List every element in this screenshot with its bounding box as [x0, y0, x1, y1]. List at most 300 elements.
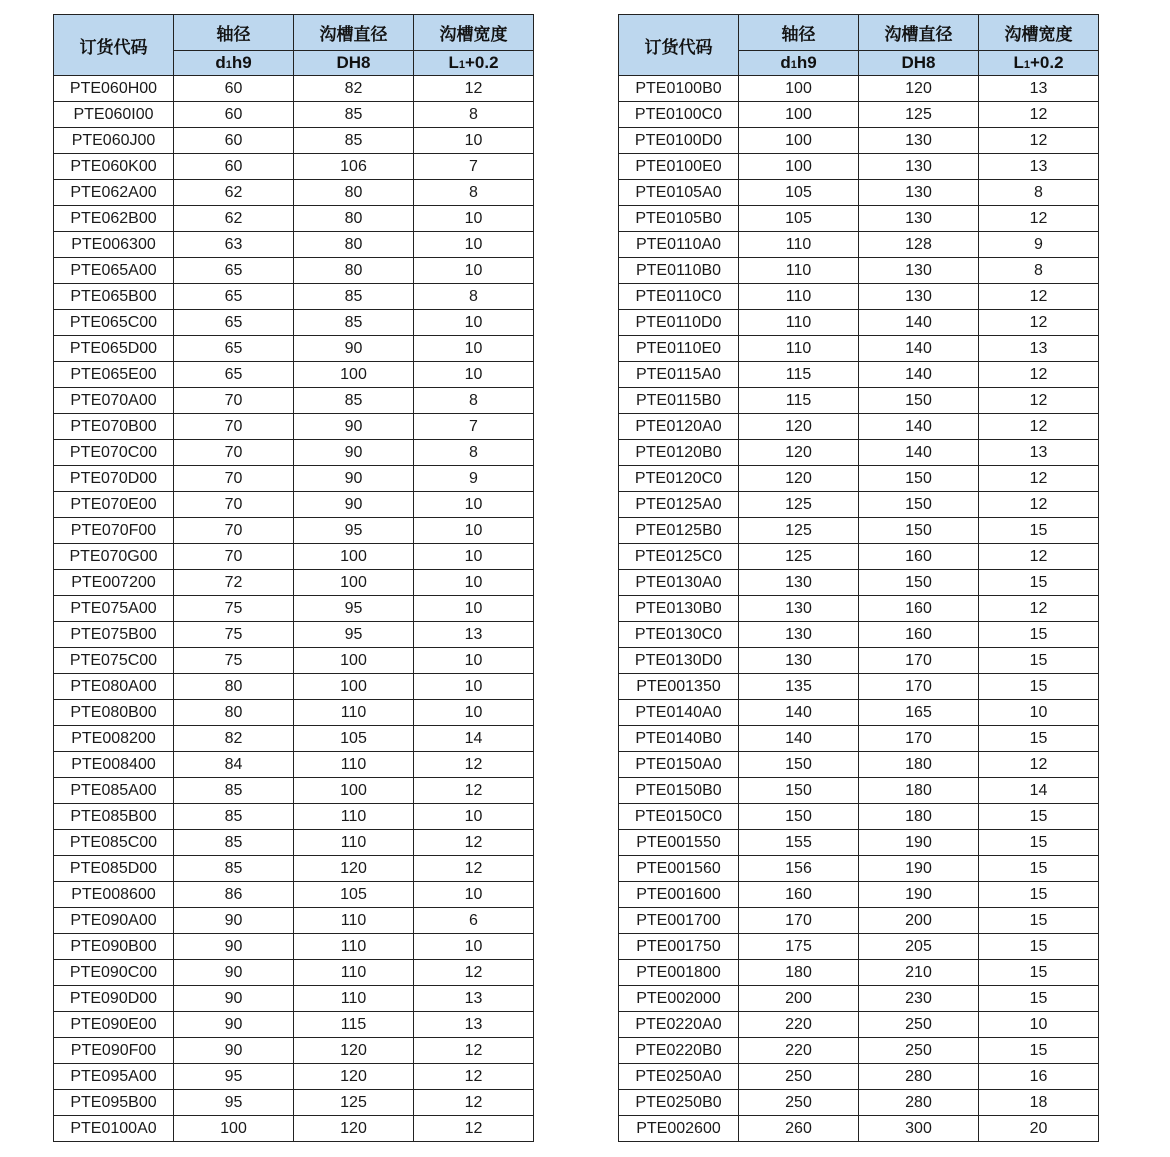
table-row [619, 700, 1099, 726]
groove-width-cell: 12 [414, 830, 534, 856]
header-groove-diameter-tolerance: DH8 [859, 51, 979, 76]
groove-diameter-cell: 150 [859, 570, 979, 596]
table-row [619, 180, 1099, 206]
order-code-cell: PTE060I00 [54, 102, 174, 128]
shaft-diameter-cell: 75 [174, 622, 294, 648]
groove-width-cell: 12 [414, 960, 534, 986]
groove-width-cell: 15 [979, 570, 1099, 596]
table-row [619, 310, 1099, 336]
order-code-cell: PTE0120B0 [619, 440, 739, 466]
table-row [619, 986, 1099, 1012]
groove-diameter-cell: 100 [294, 362, 414, 388]
order-code-cell: PTE001700 [619, 908, 739, 934]
shaft-diameter-cell: 125 [739, 492, 859, 518]
shaft-diameter-cell: 250 [739, 1090, 859, 1116]
order-code-cell: PTE070F00 [54, 518, 174, 544]
groove-width-cell: 10 [414, 882, 534, 908]
order-code-cell: PTE065A00 [54, 258, 174, 284]
table-row [54, 960, 534, 986]
shaft-diameter-cell: 150 [739, 778, 859, 804]
order-code-cell: PTE0140A0 [619, 700, 739, 726]
order-code-cell: PTE0220B0 [619, 1038, 739, 1064]
shaft-diameter-cell: 75 [174, 648, 294, 674]
groove-width-cell: 7 [414, 154, 534, 180]
groove-diameter-cell: 130 [859, 154, 979, 180]
shaft-diameter-cell: 130 [739, 622, 859, 648]
groove-diameter-cell: 190 [859, 882, 979, 908]
shaft-diameter-cell: 125 [739, 518, 859, 544]
table-row [619, 960, 1099, 986]
table-row [619, 128, 1099, 154]
shaft-diameter-cell: 150 [739, 804, 859, 830]
shaft-diameter-cell: 110 [739, 232, 859, 258]
groove-diameter-cell: 90 [294, 414, 414, 440]
groove-width-cell: 15 [979, 804, 1099, 830]
order-code-cell: PTE075C00 [54, 648, 174, 674]
groove-diameter-cell: 230 [859, 986, 979, 1012]
groove-diameter-cell: 165 [859, 700, 979, 726]
shaft-diameter-cell: 70 [174, 440, 294, 466]
groove-width-cell: 10 [414, 518, 534, 544]
groove-diameter-cell: 105 [294, 882, 414, 908]
groove-diameter-cell: 250 [859, 1012, 979, 1038]
groove-diameter-cell: 125 [294, 1090, 414, 1116]
shaft-diameter-cell: 90 [174, 908, 294, 934]
groove-width-cell: 15 [979, 830, 1099, 856]
table-row [54, 414, 534, 440]
table-row [54, 206, 534, 232]
groove-diameter-cell: 90 [294, 466, 414, 492]
order-code-cell: PTE0115A0 [619, 362, 739, 388]
shaft-diameter-cell: 110 [739, 258, 859, 284]
table-row [619, 778, 1099, 804]
groove-diameter-cell: 280 [859, 1090, 979, 1116]
header-groove-width: 沟槽宽度 [414, 15, 534, 51]
groove-width-cell: 15 [979, 1038, 1099, 1064]
groove-width-cell: 10 [414, 934, 534, 960]
order-code-cell: PTE065D00 [54, 336, 174, 362]
order-code-cell: PTE0150C0 [619, 804, 739, 830]
groove-diameter-cell: 85 [294, 128, 414, 154]
table-row [619, 258, 1099, 284]
groove-width-cell: 14 [979, 778, 1099, 804]
shaft-diameter-cell: 135 [739, 674, 859, 700]
order-code-cell: PTE090C00 [54, 960, 174, 986]
table-row [54, 154, 534, 180]
shaft-diameter-cell: 62 [174, 180, 294, 206]
groove-width-cell: 15 [979, 856, 1099, 882]
groove-width-cell: 8 [414, 284, 534, 310]
table-row [54, 492, 534, 518]
shaft-diameter-cell: 65 [174, 284, 294, 310]
table-row [54, 128, 534, 154]
groove-width-cell: 15 [979, 648, 1099, 674]
shaft-diameter-cell: 260 [739, 1116, 859, 1142]
left-spec-table [53, 14, 534, 1142]
table-row [54, 726, 534, 752]
order-code-cell: PTE001750 [619, 934, 739, 960]
table-row [619, 856, 1099, 882]
table-row [619, 726, 1099, 752]
shaft-diameter-cell: 90 [174, 934, 294, 960]
order-code-cell: PTE002000 [619, 986, 739, 1012]
groove-width-cell: 12 [414, 752, 534, 778]
order-code-cell: PTE080B00 [54, 700, 174, 726]
table-row [54, 102, 534, 128]
shaft-diameter-cell: 130 [739, 596, 859, 622]
groove-diameter-cell: 90 [294, 440, 414, 466]
table-row [54, 518, 534, 544]
shaft-diameter-cell: 115 [739, 388, 859, 414]
groove-diameter-cell: 90 [294, 336, 414, 362]
groove-width-cell: 12 [979, 414, 1099, 440]
groove-diameter-cell: 140 [859, 336, 979, 362]
shaft-diameter-cell: 62 [174, 206, 294, 232]
groove-diameter-cell: 95 [294, 622, 414, 648]
groove-width-cell: 10 [414, 336, 534, 362]
table-row [619, 388, 1099, 414]
shaft-diameter-cell: 65 [174, 362, 294, 388]
groove-width-cell: 15 [979, 518, 1099, 544]
order-code-cell: PTE070D00 [54, 466, 174, 492]
groove-width-cell: 10 [414, 544, 534, 570]
groove-diameter-cell: 120 [294, 1116, 414, 1142]
groove-width-cell: 10 [414, 128, 534, 154]
groove-diameter-cell: 150 [859, 492, 979, 518]
groove-diameter-cell: 85 [294, 102, 414, 128]
order-code-cell: PTE090E00 [54, 1012, 174, 1038]
shaft-diameter-cell: 80 [174, 700, 294, 726]
groove-width-cell: 12 [979, 284, 1099, 310]
order-code-cell: PTE001550 [619, 830, 739, 856]
table-row [54, 752, 534, 778]
groove-width-cell: 16 [979, 1064, 1099, 1090]
table-row [619, 570, 1099, 596]
shaft-diameter-cell: 220 [739, 1012, 859, 1038]
groove-width-cell: 18 [979, 1090, 1099, 1116]
table-row [54, 336, 534, 362]
groove-width-cell: 10 [979, 700, 1099, 726]
table-row [619, 284, 1099, 310]
table-row [619, 518, 1099, 544]
shaft-diameter-cell: 65 [174, 310, 294, 336]
groove-diameter-cell: 128 [859, 232, 979, 258]
groove-diameter-cell: 160 [859, 544, 979, 570]
shaft-diameter-cell: 70 [174, 518, 294, 544]
header-groove-diameter-tolerance: DH8 [294, 51, 414, 76]
groove-width-cell: 12 [979, 206, 1099, 232]
groove-width-cell: 15 [979, 674, 1099, 700]
table-row [54, 596, 534, 622]
groove-diameter-cell: 80 [294, 180, 414, 206]
shaft-diameter-cell: 120 [739, 466, 859, 492]
table-row [54, 882, 534, 908]
right-table-body [619, 76, 1099, 1142]
order-code-cell: PTE0110E0 [619, 336, 739, 362]
order-code-cell: PTE065E00 [54, 362, 174, 388]
shaft-diameter-cell: 90 [174, 960, 294, 986]
groove-diameter-cell: 190 [859, 856, 979, 882]
groove-diameter-cell: 170 [859, 726, 979, 752]
groove-diameter-cell: 80 [294, 232, 414, 258]
table-row [619, 544, 1099, 570]
shaft-diameter-cell: 70 [174, 388, 294, 414]
table-row [54, 1064, 534, 1090]
table-row [54, 830, 534, 856]
table-row [619, 232, 1099, 258]
order-code-cell: PTE062A00 [54, 180, 174, 206]
groove-width-cell: 10 [414, 258, 534, 284]
shaft-diameter-cell: 130 [739, 570, 859, 596]
groove-diameter-cell: 110 [294, 804, 414, 830]
shaft-diameter-cell: 90 [174, 1038, 294, 1064]
groove-width-cell: 6 [414, 908, 534, 934]
order-code-cell: PTE070G00 [54, 544, 174, 570]
table-row [619, 206, 1099, 232]
groove-width-cell: 8 [414, 102, 534, 128]
order-code-cell: PTE0150A0 [619, 752, 739, 778]
table-row [54, 700, 534, 726]
order-code-cell: PTE085C00 [54, 830, 174, 856]
shaft-diameter-cell: 110 [739, 284, 859, 310]
shaft-diameter-cell: 110 [739, 336, 859, 362]
table-row [54, 934, 534, 960]
groove-diameter-cell: 100 [294, 544, 414, 570]
shaft-diameter-cell: 100 [739, 128, 859, 154]
shaft-diameter-cell: 86 [174, 882, 294, 908]
order-code-cell: PTE0125B0 [619, 518, 739, 544]
order-code-cell: PTE006300 [54, 232, 174, 258]
table-row [54, 908, 534, 934]
table-row [54, 1090, 534, 1116]
table-row [619, 1116, 1099, 1142]
groove-width-cell: 12 [979, 492, 1099, 518]
groove-width-cell: 12 [979, 388, 1099, 414]
groove-width-cell: 13 [979, 440, 1099, 466]
order-code-cell: PTE0105B0 [619, 206, 739, 232]
groove-diameter-cell: 110 [294, 908, 414, 934]
groove-diameter-cell: 150 [859, 518, 979, 544]
groove-width-cell: 12 [414, 856, 534, 882]
table-row [619, 76, 1099, 102]
order-code-cell: PTE090F00 [54, 1038, 174, 1064]
table-row [54, 544, 534, 570]
table-row [54, 622, 534, 648]
groove-width-cell: 12 [979, 128, 1099, 154]
groove-diameter-cell: 130 [859, 284, 979, 310]
groove-width-cell: 12 [979, 544, 1099, 570]
shaft-diameter-cell: 100 [174, 1116, 294, 1142]
shaft-diameter-cell: 82 [174, 726, 294, 752]
groove-width-cell: 12 [414, 1090, 534, 1116]
table-row [54, 986, 534, 1012]
order-code-cell: PTE008400 [54, 752, 174, 778]
order-code-cell: PTE001350 [619, 674, 739, 700]
groove-width-cell: 13 [414, 622, 534, 648]
order-code-cell: PTE070B00 [54, 414, 174, 440]
order-code-cell: PTE070A00 [54, 388, 174, 414]
groove-diameter-cell: 130 [859, 258, 979, 284]
groove-width-cell: 10 [414, 596, 534, 622]
groove-width-cell: 12 [979, 596, 1099, 622]
order-code-cell: PTE001600 [619, 882, 739, 908]
groove-diameter-cell: 120 [294, 1064, 414, 1090]
groove-width-cell: 8 [979, 258, 1099, 284]
groove-diameter-cell: 120 [294, 856, 414, 882]
shaft-diameter-cell: 156 [739, 856, 859, 882]
header-shaft-diameter: 轴径 [739, 15, 859, 51]
order-code-cell: PTE0105A0 [619, 180, 739, 206]
shaft-diameter-cell: 250 [739, 1064, 859, 1090]
order-code-cell: PTE090A00 [54, 908, 174, 934]
groove-diameter-cell: 95 [294, 518, 414, 544]
shaft-diameter-cell: 170 [739, 908, 859, 934]
table-row [619, 908, 1099, 934]
table-row [619, 804, 1099, 830]
table-row [54, 466, 534, 492]
shaft-diameter-cell: 100 [739, 76, 859, 102]
groove-diameter-cell: 170 [859, 674, 979, 700]
right-spec-table [618, 14, 1099, 1142]
header-shaft-diameter: 轴径 [174, 15, 294, 51]
groove-width-cell: 13 [414, 1012, 534, 1038]
shaft-diameter-cell: 63 [174, 232, 294, 258]
table-row [54, 258, 534, 284]
table-row [619, 648, 1099, 674]
order-code-cell: PTE095B00 [54, 1090, 174, 1116]
order-code-cell: PTE008200 [54, 726, 174, 752]
groove-diameter-cell: 100 [294, 778, 414, 804]
order-code-cell: PTE001800 [619, 960, 739, 986]
groove-width-cell: 12 [414, 778, 534, 804]
order-code-cell: PTE090B00 [54, 934, 174, 960]
table-row [54, 1116, 534, 1142]
table-row [54, 440, 534, 466]
shaft-diameter-cell: 70 [174, 544, 294, 570]
shaft-diameter-cell: 140 [739, 700, 859, 726]
order-code-cell: PTE008600 [54, 882, 174, 908]
groove-diameter-cell: 90 [294, 492, 414, 518]
groove-diameter-cell: 140 [859, 310, 979, 336]
order-code-cell: PTE0115B0 [619, 388, 739, 414]
table-row [619, 752, 1099, 778]
groove-diameter-cell: 210 [859, 960, 979, 986]
shaft-diameter-cell: 120 [739, 440, 859, 466]
shaft-diameter-cell: 105 [739, 180, 859, 206]
order-code-cell: PTE075A00 [54, 596, 174, 622]
groove-width-cell: 10 [414, 674, 534, 700]
groove-width-cell: 12 [979, 752, 1099, 778]
groove-width-cell: 12 [979, 466, 1099, 492]
table-row [54, 232, 534, 258]
groove-diameter-cell: 110 [294, 830, 414, 856]
table-row [54, 388, 534, 414]
shaft-diameter-cell: 70 [174, 466, 294, 492]
shaft-diameter-cell: 105 [739, 206, 859, 232]
shaft-diameter-cell: 100 [739, 154, 859, 180]
table-row [619, 336, 1099, 362]
order-code-cell: PTE065C00 [54, 310, 174, 336]
groove-diameter-cell: 85 [294, 284, 414, 310]
groove-diameter-cell: 125 [859, 102, 979, 128]
shaft-diameter-cell: 65 [174, 258, 294, 284]
groove-diameter-cell: 160 [859, 622, 979, 648]
order-code-cell: PTE001560 [619, 856, 739, 882]
table-row [54, 804, 534, 830]
order-code-cell: PTE0100A0 [54, 1116, 174, 1142]
order-code-cell: PTE0220A0 [619, 1012, 739, 1038]
order-code-cell: PTE0110C0 [619, 284, 739, 310]
shaft-diameter-cell: 175 [739, 934, 859, 960]
shaft-diameter-cell: 65 [174, 336, 294, 362]
groove-width-cell: 10 [414, 570, 534, 596]
table-row [619, 882, 1099, 908]
shaft-diameter-cell: 85 [174, 830, 294, 856]
groove-diameter-cell: 100 [294, 648, 414, 674]
groove-diameter-cell: 95 [294, 596, 414, 622]
groove-diameter-cell: 150 [859, 388, 979, 414]
groove-diameter-cell: 200 [859, 908, 979, 934]
groove-diameter-cell: 100 [294, 570, 414, 596]
shaft-diameter-cell: 85 [174, 856, 294, 882]
groove-width-cell: 10 [414, 362, 534, 388]
shaft-diameter-cell: 220 [739, 1038, 859, 1064]
groove-diameter-cell: 280 [859, 1064, 979, 1090]
order-code-cell: PTE065B00 [54, 284, 174, 310]
table-row [54, 310, 534, 336]
groove-diameter-cell: 80 [294, 206, 414, 232]
header-groove-width-tolerance: L1+0.2 [414, 51, 534, 76]
groove-diameter-cell: 140 [859, 440, 979, 466]
groove-width-cell: 15 [979, 882, 1099, 908]
groove-diameter-cell: 180 [859, 778, 979, 804]
shaft-diameter-cell: 70 [174, 492, 294, 518]
groove-width-cell: 9 [414, 466, 534, 492]
groove-diameter-cell: 100 [294, 674, 414, 700]
order-code-cell: PTE0130D0 [619, 648, 739, 674]
shaft-diameter-cell: 95 [174, 1090, 294, 1116]
groove-diameter-cell: 130 [859, 206, 979, 232]
order-code-cell: PTE085A00 [54, 778, 174, 804]
order-code-cell: PTE0110D0 [619, 310, 739, 336]
table-row [619, 1038, 1099, 1064]
table-row [54, 778, 534, 804]
table-row [54, 180, 534, 206]
header-order-code: 订货代码 [619, 15, 739, 76]
shaft-diameter-cell: 90 [174, 986, 294, 1012]
groove-width-cell: 8 [414, 180, 534, 206]
order-code-cell: PTE062B00 [54, 206, 174, 232]
order-code-cell: PTE002600 [619, 1116, 739, 1142]
shaft-diameter-cell: 72 [174, 570, 294, 596]
shaft-diameter-cell: 90 [174, 1012, 294, 1038]
shaft-diameter-cell: 85 [174, 804, 294, 830]
order-code-cell: PTE085D00 [54, 856, 174, 882]
shaft-diameter-cell: 60 [174, 76, 294, 102]
groove-diameter-cell: 110 [294, 752, 414, 778]
shaft-diameter-cell: 110 [739, 310, 859, 336]
groove-diameter-cell: 180 [859, 752, 979, 778]
groove-width-cell: 7 [414, 414, 534, 440]
groove-width-cell: 10 [414, 206, 534, 232]
table-row [619, 102, 1099, 128]
order-code-cell: PTE0130C0 [619, 622, 739, 648]
order-code-cell: PTE070E00 [54, 492, 174, 518]
groove-width-cell: 10 [414, 232, 534, 258]
shaft-diameter-cell: 85 [174, 778, 294, 804]
table-row [54, 1038, 534, 1064]
table-row [619, 596, 1099, 622]
